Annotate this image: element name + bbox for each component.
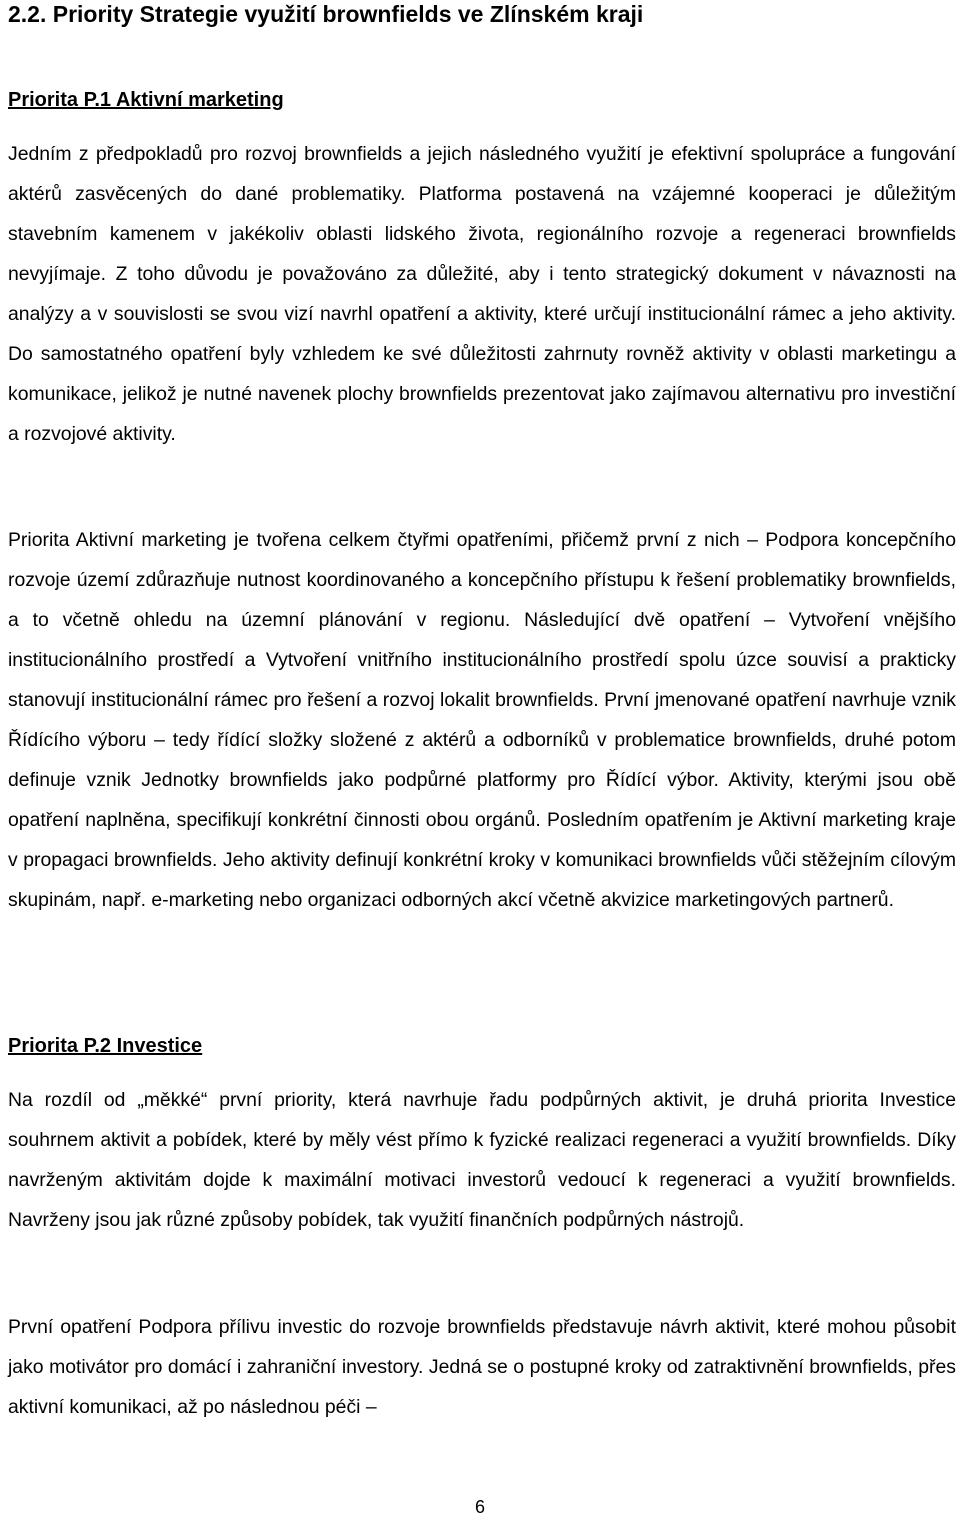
section-title: 2.2. Priority Strategie využití brownfields ve Zlínském kraji: [8, 1, 644, 27]
priority-1-heading: Priorita P.1 Aktivní marketing: [8, 89, 284, 111]
priority-2-paragraph-1: Na rozdíl od „měkké“ první priority, která navrhuje řadu podpůrných aktivit, je druhá priorita Investice souhrnem aktivit a pobídek, které by měly vést přímo k fyzické realizaci regeneraci a využití brownfields. Díky navrženým aktivitám dojde k maximální motivaci investorů vedoucí k regeneraci a využití brownfields. Navrženy jsou jak různé způsoby pobídek, tak využití finančních podpůrných nástrojů.: [8, 1089, 956, 1231]
priority-1-paragraph-1: Jedním z předpokladů pro rozvoj brownfields a jejich následného využití je efektivní spolupráce a fungování aktérů zasvěcených do dané problematiky. Platforma postavená na vzájemné kooperaci je důležitým stavebním kamenem v jakékoliv oblasti lidského života, regionálního rozvoje a regeneraci brownfields nevyjímaje. Z toho důvodu je považováno za důležité, aby i tento strategický dokument v návaznosti na analýzy a v souvislosti se svou vizí navrhl opatření a aktivity, které určují institucionální rámec a jeho aktivity. Do samostatného opatření byly vzhledem ke své důležitosti zahrnuty rovněž aktivity v oblasti marketingu a komunikace, jelikož je nutné navenek plochy brownfields prezentovat jako zajímavou alternativu pro investiční a rozvojové aktivity.: [8, 143, 956, 445]
page-number: 6: [474, 1497, 485, 1517]
priority-2-paragraph-2: První opatření Podpora přílivu investic do rozvoje brownfields představuje návrh aktivit, které mohou působit jako motivátor pro domácí i zahraniční investory. Jedná se o postupné kroky od zatraktivnění brownfields, přes aktivní komunikaci, až po následnou péči –: [8, 1316, 956, 1418]
priority-2-heading: Priorita P.2 Investice: [8, 1035, 203, 1057]
priority-1-paragraph-2: Priorita Aktivní marketing je tvořena celkem čtyřmi opatřeními, přičemž první z nich – Podpora koncepčního rozvoje území zdůrazňuje nutnost koordinovaného a koncepčního přístupu k řešení problematiky brownfields, a to včetně ohledu na územní plánování v regionu. Následující dvě opatření – Vytvoření vnějšího institucionálního prostředí a Vytvoření vnitřního institucionálního prostředí spolu úzce souvisí a prakticky stanovují institucionální rámec pro řešení a rozvoj lokalit brownfields. První jmenované opatření navrhuje vznik Řídícího výboru – tedy řídící složky složené z aktérů a odborníků v problematice brownfields, druhé potom definuje vznik Jednotky brownfields jako podpůrné platformy pro Řídící výbor. Aktivity, kterými jsou obě opatření naplněna, specifikují konkrétní činnosti obou orgánů. Posledním opatřením je Aktivní marketing kraje v propagaci brownfields. Jeho aktivity definují konkrétní kroky v komunikaci brownfields vůči stěžejním cílovým skupinám, např. e-marketing nebo organizaci odborných akcí včetně akvizice marketingových partnerů.: [8, 529, 956, 911]
